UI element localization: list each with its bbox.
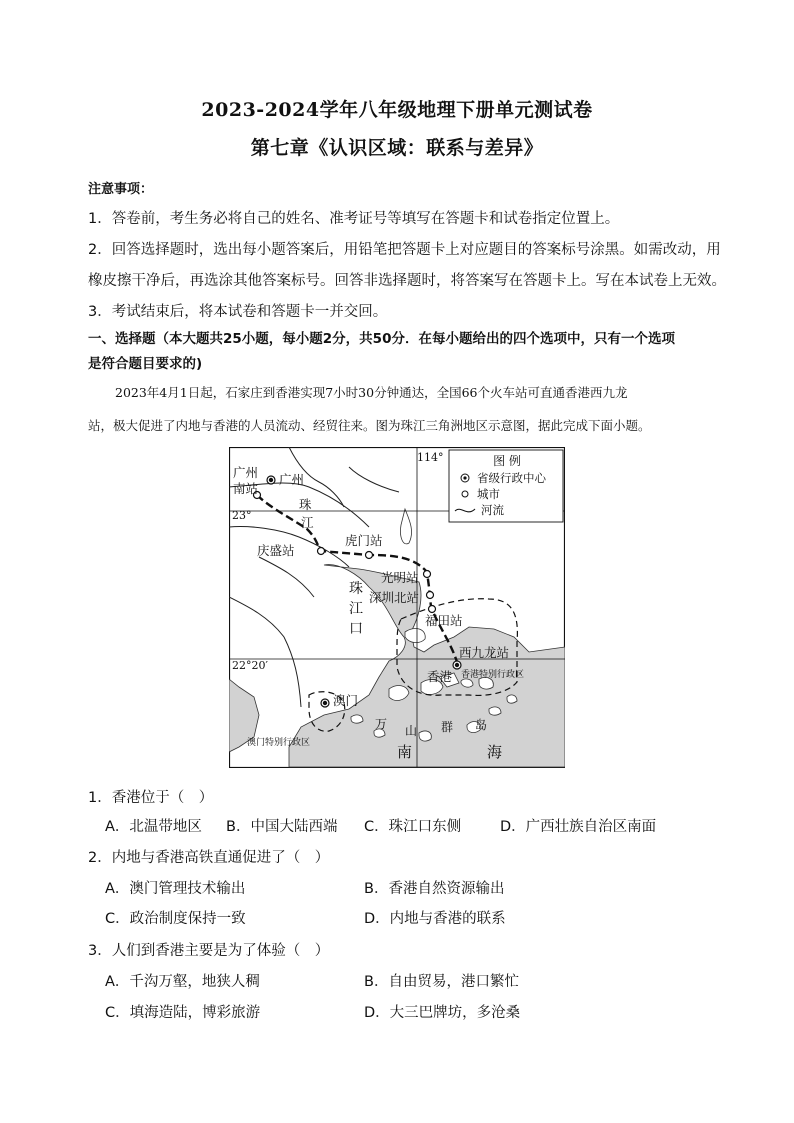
notes-heading: 注意事项： — [88, 182, 154, 197]
label-river-jiang: 江 — [301, 515, 314, 530]
label-estuary-1: 珠 — [349, 581, 363, 597]
note-item-2: 2．回答选择题时，选出每小题答案后，用铅笔把答题卡上对应题目的答案标号涂黑。如需改动，用 — [88, 242, 721, 258]
label-guangming: 光明站 — [381, 570, 419, 585]
legend-river: 河流 — [481, 503, 504, 517]
passage-line-2: 站，极大促进了内地与香港的人员流动、经贸往来。图为珠江三角洲地区示意图，据此完成下面小题。 — [88, 418, 651, 433]
label-humen: 虎门站 — [345, 533, 383, 548]
question-1-option-d[interactable]: D．广西壮族自治区南面 — [500, 819, 657, 835]
legend-title: 图 例 — [493, 454, 521, 468]
label-guangzhou-south-2: 南站 — [233, 481, 259, 496]
label-sea-1: 南 — [397, 743, 413, 761]
label-guangzhou: 广州 — [279, 472, 305, 487]
question-2-option-c[interactable]: C．政治制度保持一致 — [105, 911, 246, 927]
label-islands-2: 山 — [405, 724, 418, 738]
question-1-option-b[interactable]: B．中国大陆西端 — [226, 819, 338, 835]
passage-line-1: 2023年4月1日起，石家庄到香港实现7小时30分钟通达，全国66个火车站可直通香港西九龙 — [115, 385, 628, 400]
label-islands-4: 岛 — [475, 718, 488, 732]
label-macau-sar: 澳门特别行政区 — [247, 738, 311, 748]
label-islands-3: 群 — [441, 720, 454, 734]
legend-city: 城市 — [477, 487, 500, 501]
label-futian: 福田站 — [425, 613, 463, 628]
label-estuary-2: 江 — [349, 601, 363, 617]
note-item-3: 3．考试结束后，将本试卷和答题卡一并交回。 — [88, 304, 388, 320]
lat-label-23: 23° — [232, 509, 252, 522]
label-islands-1: 万 — [375, 717, 388, 731]
question-1-option-a[interactable]: A．北温带地区 — [105, 819, 202, 835]
label-qingsheng: 庆盛站 — [257, 543, 295, 558]
question-3-option-b[interactable]: B．自由贸易，港口繁忙 — [364, 974, 519, 990]
section-heading: 一、选择题（本大题共25小题，每小题2分，共50分．在每小题给出的四个选项中，只有一个选项 — [88, 331, 675, 347]
label-river-zhu: 珠 — [299, 497, 312, 512]
label-macau: 澳门 — [333, 693, 359, 708]
question-2-option-a[interactable]: A．澳门管理技术输出 — [105, 881, 246, 897]
label-hk-sar: 香港特别行政区 — [461, 670, 525, 680]
label-shenzhen-north: 深圳北站 — [369, 590, 420, 605]
section-heading-cont: 是符合题目要求的) — [88, 356, 203, 372]
label-guangzhou-south-1: 广州 — [233, 465, 259, 480]
question-2-stem: 2．内地与香港高铁直通促进了（ ） — [88, 850, 330, 866]
question-2-option-d[interactable]: D．内地与香港的联系 — [364, 911, 506, 927]
question-1-stem: 1．香港位于（ ） — [88, 790, 214, 806]
label-hongkong: 香港 — [427, 669, 453, 684]
question-2-option-b[interactable]: B．香港自然资源输出 — [364, 881, 505, 897]
lat-label-2220: 22°20′ — [232, 659, 268, 672]
lon-label: 114° — [417, 451, 444, 464]
question-3-option-c[interactable]: C．填海造陆，博彩旅游 — [105, 1005, 261, 1021]
question-3-option-a[interactable]: A．千沟万壑，地狭人稠 — [105, 974, 260, 990]
legend-capital: 省级行政中心 — [477, 471, 546, 485]
label-estuary-3: 口 — [349, 621, 363, 637]
pearl-river-delta-map — [229, 447, 565, 768]
map-legend — [449, 450, 563, 522]
question-1-option-c[interactable]: C．珠江口东侧 — [364, 819, 462, 835]
exam-title: 2023-2024学年八年级地理下册单元测试卷 — [201, 99, 593, 121]
question-3-stem: 3．人们到香港主要是为了体验（ ） — [88, 943, 330, 959]
label-sea-2: 海 — [487, 743, 503, 761]
label-west-kowloon: 西九龙站 — [459, 645, 510, 660]
note-item-2-cont: 橡皮擦干净后，再选涂其他答案标号。回答非选择题时，将答案写在答题卡上。写在本试卷上无效。 — [88, 273, 726, 289]
note-item-1: 1．答卷前，考生务必将自己的姓名、准考证号等填写在答题卡和试卷指定位置上。 — [88, 211, 620, 227]
question-3-option-d[interactable]: D．大三巴牌坊，多沧桑 — [364, 1005, 521, 1021]
chapter-title: 第七章《认识区域：联系与差异》 — [250, 137, 544, 159]
